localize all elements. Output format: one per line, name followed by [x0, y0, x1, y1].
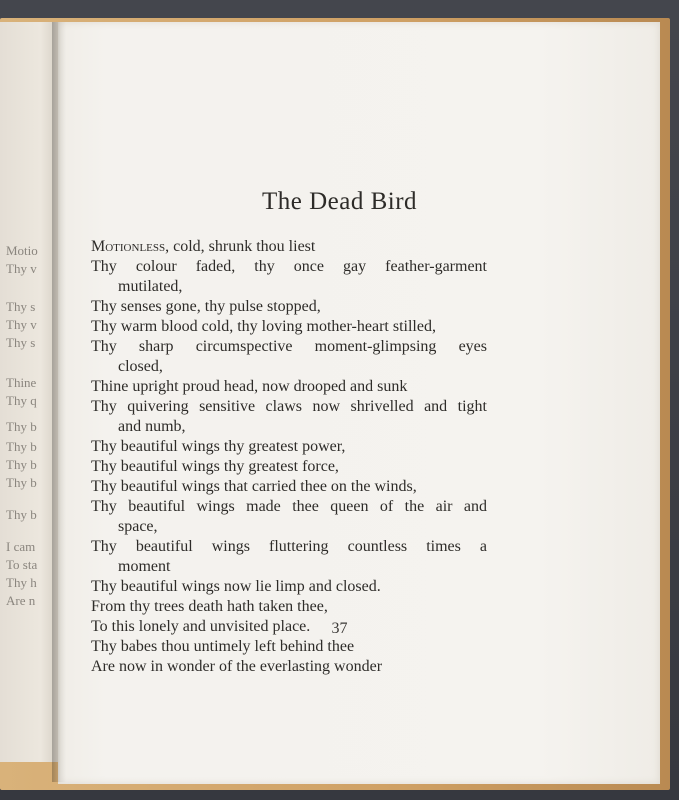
poem-line-text: To this lonely and unvisited place. — [91, 618, 311, 635]
poem-line-continuation: moment — [118, 558, 171, 575]
left-page-fragment: Are n — [6, 593, 36, 608]
poem-line — [91, 637, 487, 657]
left-page-fragment: To sta — [6, 557, 38, 572]
left-page-fragment: Thy v — [6, 261, 37, 276]
poem-opening-rest: , cold, shrunk thou liest — [165, 238, 316, 255]
left-page-fragment: Thine — [6, 375, 37, 390]
poem-line-continuation: closed, — [118, 358, 163, 375]
poem-line — [91, 397, 487, 437]
left-page-fragment: Thy v — [6, 317, 37, 332]
poem-line-text: Thy beautiful wings fluttering countless times a — [91, 538, 487, 555]
poem-line — [91, 297, 487, 317]
poem-line — [91, 657, 487, 677]
poem-line-text: Thy babes thou untimely left behind thee — [91, 638, 355, 655]
poem-line-text: Thy quivering sensitive claws now shrivelled and tight — [91, 398, 487, 415]
poem-line — [91, 317, 487, 337]
poem-line — [91, 377, 487, 397]
poem-line-text: Thy senses gone, thy pulse stopped, — [91, 298, 321, 315]
left-page — [0, 22, 58, 762]
left-page-fragment: Thy b — [6, 419, 37, 434]
poem-line-text: Thy beautiful wings thy greatest force, — [91, 458, 339, 475]
poem-line — [91, 457, 487, 477]
poem-line — [91, 257, 487, 297]
left-page-fragment: Thy q — [6, 393, 37, 408]
poem-line-text: Thine upright proud head, now drooped and sunk — [91, 378, 408, 395]
poem-line-text: Thy beautiful wings made thee queen of the air and — [91, 498, 487, 515]
poem-line — [91, 477, 487, 497]
page-number: 37 — [331, 620, 348, 637]
poem-line — [91, 437, 487, 457]
left-page-fragment: Thy h — [6, 575, 37, 590]
poem-line-continuation: mutilated, — [118, 278, 183, 295]
poem-line — [91, 597, 487, 617]
poem-line-text: From thy trees death hath taken thee, — [91, 598, 328, 615]
left-page-fragment: Thy b — [6, 507, 37, 522]
poem-title: The Dead Bird — [261, 188, 418, 215]
poem-line-text: Thy sharp circumspective moment-glimpsing eyes — [91, 338, 487, 355]
poem-line-text — [91, 237, 487, 257]
book-gutter-shadow — [52, 22, 66, 782]
left-page-fragment: I cam — [6, 539, 36, 554]
left-page-fragment: Thy s — [6, 335, 36, 350]
poem-line — [91, 237, 487, 257]
left-page-fragment: Motio — [6, 243, 38, 258]
poem-line-text: Thy beautiful wings now lie limp and closed. — [91, 578, 381, 595]
poem-line — [91, 537, 487, 577]
poem-line-text: Thy colour faded, thy once gay feather-garment — [91, 258, 487, 275]
poem-line-text: Thy warm blood cold, thy loving mother-heart stilled, — [91, 318, 436, 335]
poem-line — [91, 337, 487, 377]
poem-body — [91, 237, 487, 677]
poem-line — [91, 497, 487, 537]
poem-line-continuation: and numb, — [118, 418, 186, 435]
left-page-fragment: Thy b — [6, 475, 37, 490]
left-page-fragment: Thy b — [6, 439, 37, 454]
poem-line-continuation: space, — [118, 518, 158, 535]
left-page-fragment: Thy s — [6, 299, 36, 314]
poem-line-text: Are now in wonder of the everlasting wonder — [91, 658, 383, 675]
left-page-fragment: Thy b — [6, 457, 37, 472]
poem-line-text: Thy beautiful wings thy greatest power, — [91, 438, 346, 455]
poem-opening-word: Motionless — [91, 238, 166, 255]
poem-line — [91, 577, 487, 597]
poem-line-text: Thy beautiful wings that carried thee on the winds, — [91, 478, 417, 495]
